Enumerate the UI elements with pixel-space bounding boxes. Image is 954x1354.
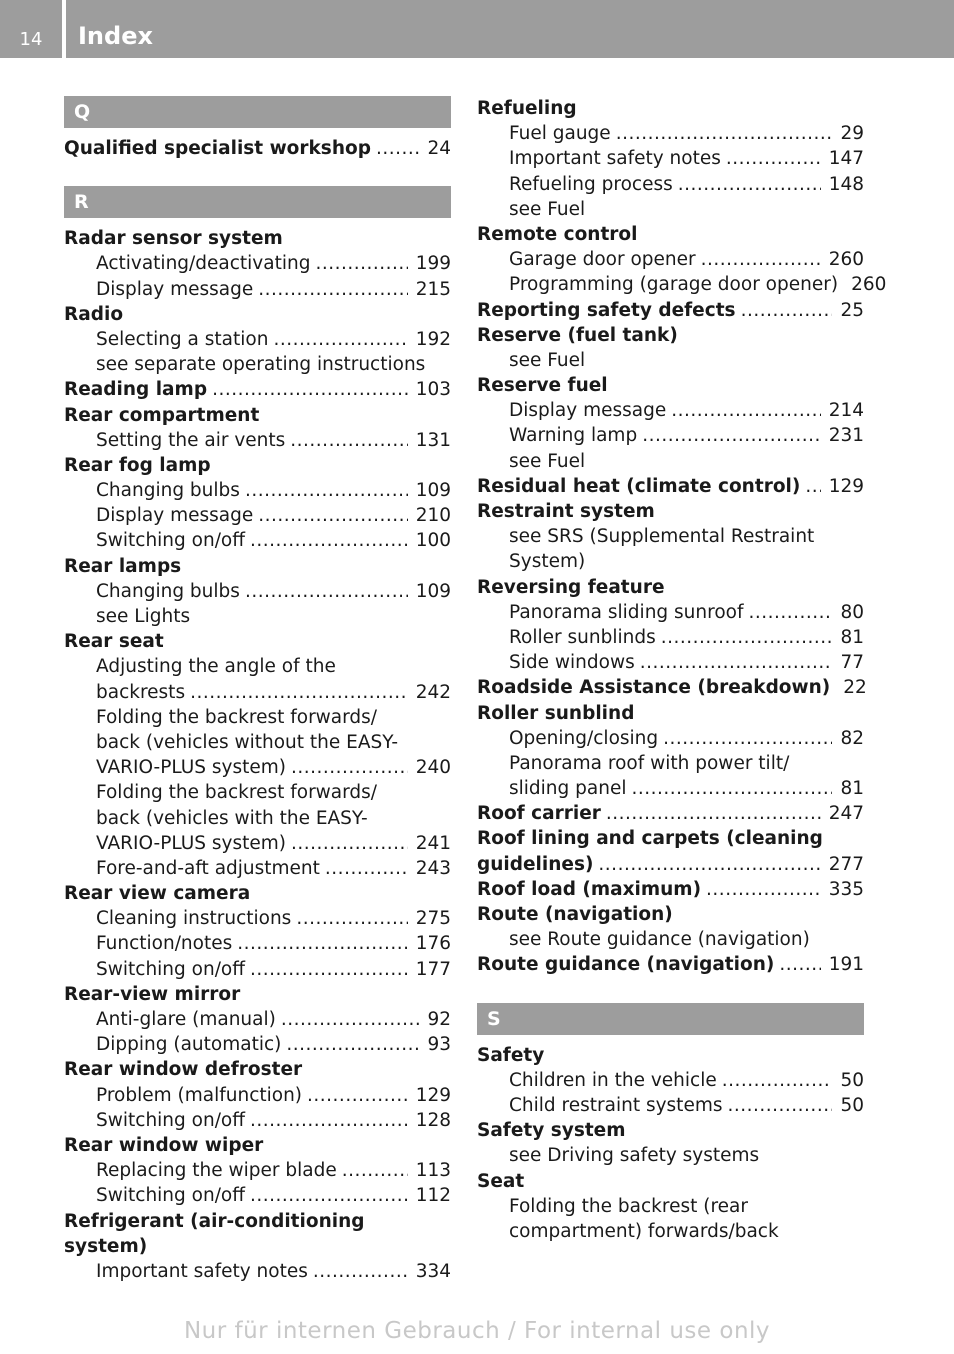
index-subentry [64,831,451,856]
entry-text: Refueling [477,98,577,119]
index-subentry [477,1068,864,1093]
entry-text: System) [509,551,586,573]
index-subentry [64,503,451,528]
entry-text: Adjusting the angle of the [96,656,336,678]
entry-text: Rear window wiper [64,1134,264,1156]
dot-leader [250,528,408,553]
entry-text: see separate operating instructions [96,354,426,376]
index-subentry [477,650,864,675]
entry-text: see Driving safety systems [509,1145,760,1167]
dot-leader [291,755,408,780]
page-ref: 199 [415,253,451,275]
page-ref: 24 [427,138,451,159]
section-header: R [64,186,451,218]
page-ref: 50 [840,1094,864,1116]
entry-text: Folding the backrest forwards/ [96,782,378,804]
index-entry [477,1169,864,1194]
index-subentry [64,1032,451,1057]
dot-leader [250,1108,408,1133]
entry-text: Panorama sliding sunroof [509,601,744,623]
index-subentry [64,730,451,755]
dot-leader [245,579,408,604]
dot-leader [307,1083,408,1108]
index-entry [64,554,451,579]
dot-leader [237,931,407,956]
dot-leader [606,801,821,826]
entry-text: Fore-and-aft adjustment [96,857,320,879]
index-subentry [477,776,864,801]
entry-text: Rear-view mirror [64,983,241,1005]
index-subentry [477,726,864,751]
index-entry [477,902,864,927]
page-ref: 131 [415,429,451,451]
index-subentry [64,654,451,679]
index-entry [64,302,451,327]
page-ref: 215 [415,278,451,300]
page-ref: 177 [415,958,451,980]
entry-text: Garage door opener [509,249,696,271]
entry-text: Reading lamp [64,379,208,401]
index-entry [64,226,451,251]
dot-leader [258,277,407,302]
index-column-right [477,96,887,1244]
dot-leader [722,1068,833,1093]
index-subentry [477,348,864,373]
dot-leader [281,1007,420,1032]
entry-text: Switching on/off [96,958,245,980]
dot-leader [291,831,408,856]
page-ref: 93 [427,1034,451,1056]
entry-text: Cleaning instructions [96,908,292,930]
index-subentry [477,927,864,952]
index-subentry [64,327,451,352]
entry-text: Display message [96,505,254,527]
entry-text: Roof load (maximum) [477,878,702,900]
entry-text: Changing bulbs [96,580,240,602]
entry-text: Route guidance (navigation) [477,954,775,976]
page-ref: 103 [415,379,451,401]
dot-leader [245,478,408,503]
entry-text: Rear compartment [64,404,260,426]
entry-text: Roof carrier [477,803,601,825]
page-ref: 275 [415,908,451,930]
header-divider [62,0,66,58]
entry-text: Rear seat [64,631,164,653]
index-entry [64,982,451,1007]
entry-text: Restraint system [477,501,655,522]
dot-leader [741,298,833,323]
index-subentry [64,528,451,553]
entry-text: see Fuel [509,349,586,371]
index-subentry [64,931,451,956]
entry-text: Switching on/off [96,1185,245,1207]
entry-text: see Fuel [509,450,586,472]
index-entry [477,499,864,524]
entry-text: Rear fog lamp [64,454,211,476]
dot-leader [640,650,833,675]
index-column-left [64,96,451,1284]
entry-text: Display message [96,278,254,300]
dot-leader [726,146,821,171]
index-entry [64,629,451,654]
entry-text: Reserve (fuel tank) [477,324,678,346]
entry-text: Reporting safety defects [477,299,736,321]
entry-text: Rear window defroster [64,1059,303,1081]
index-subentry [477,600,864,625]
page-ref: 242 [415,681,451,703]
index-entry [64,1209,451,1234]
entry-text: Anti-glare (manual) [96,1009,276,1030]
entry-text: Programming (garage door opener) [509,274,839,296]
dot-leader [671,398,820,423]
entry-text: Residual heat (climate control) [477,475,801,497]
index-subentry [477,197,864,222]
index-entry [64,403,451,428]
dot-leader [779,952,820,977]
index-subentry [64,806,451,831]
index-subentry [477,398,864,423]
page-header [0,0,954,58]
dot-leader [376,136,420,161]
page-ref: 81 [840,626,864,648]
index-subentry [64,780,451,805]
entry-text: Reversing feature [477,576,665,598]
index-entry [477,474,864,499]
entry-text: Selecting a station [96,328,269,350]
dot-leader [290,428,407,453]
entry-text: Safety system [477,1120,626,1142]
index-subentry [64,1083,451,1108]
entry-text: compartment) forwards/back [509,1220,779,1242]
index-entry [477,373,864,398]
index-entry [64,1234,451,1259]
page-ref: 109 [415,580,451,602]
section-header: S [477,1003,864,1035]
entry-text: Roadside Assistance (breakdown) [477,677,831,699]
index-subentry [477,121,864,146]
entry-text: Dipping (automatic) [96,1034,282,1056]
entry-text: Route (navigation) [477,904,673,925]
index-subentry [64,604,451,629]
entry-text: Problem (malfunction) [96,1084,303,1106]
page-ref: 22 [843,677,867,699]
entry-text: backrests [96,681,186,703]
entry-text: Rear view camera [64,883,251,905]
page-ref: 81 [840,778,864,800]
page-ref: 82 [840,727,864,749]
entry-text: Refueling process [509,173,673,195]
index-subentry [64,957,451,982]
index-entry [477,877,864,902]
page-ref: 77 [840,652,864,674]
dot-leader [661,625,833,650]
dot-leader [273,327,407,352]
entry-text: Remote control [477,223,638,245]
index-entry [64,453,451,478]
index-subentry [64,1183,451,1208]
entry-text: see SRS (Supplemental Restraint [509,526,815,548]
index-subentry [477,146,864,171]
index-entry [477,852,864,877]
entry-text: Folding the backrest forwards/ [96,706,378,728]
dot-leader [250,957,408,982]
index-subentry [477,449,864,474]
entry-text: Child restraint systems [509,1094,723,1116]
entry-text: see Fuel [509,198,586,220]
dot-leader [642,423,821,448]
page-ref: 176 [415,933,451,955]
page-ref: 29 [840,123,864,145]
index-subentry [477,247,864,272]
page-ref: 128 [415,1109,451,1131]
index-subentry [64,755,451,780]
index-subentry [477,272,887,297]
entry-text: see Lights [96,606,191,627]
entry-text: VARIO-PLUS system) [96,757,286,779]
dot-leader [701,247,821,272]
dot-leader [313,1259,408,1284]
page-ref: 129 [415,1084,451,1106]
index-subentry [64,352,451,377]
page-ref: 240 [415,757,451,779]
entry-text: Safety [477,1044,545,1066]
index-subentry [477,549,864,574]
page-ref: 335 [828,878,864,900]
entry-text: Folding the backrest (rear [509,1195,748,1217]
page-ref: 25 [840,299,864,321]
index-entry [477,801,864,826]
page-ref: 247 [828,803,864,825]
entry-text: Reserve fuel [477,375,608,397]
page-ref: 147 [828,148,864,170]
dot-leader [258,503,407,528]
index-subentry [477,423,864,448]
page-ref: 231 [828,425,864,447]
index-entry [477,826,864,851]
entry-text: Display message [509,400,667,422]
index-subentry [477,751,864,776]
dot-leader [286,1032,419,1057]
entry-text: Activating/deactivating [96,253,311,275]
dot-leader [727,1093,832,1118]
index-subentry [64,856,451,881]
page-ref: 92 [427,1009,451,1030]
index-entry [477,1118,864,1143]
page-ref: 277 [828,853,864,875]
index-subentry [477,1219,864,1244]
entry-text: Qualified specialist workshop [64,138,371,159]
page-ref: 80 [840,601,864,623]
index-subentry [64,478,451,503]
dot-leader [212,377,408,402]
page-ref: 241 [415,832,451,854]
index-entry [477,1043,864,1068]
entry-text: VARIO-PLUS system) [96,832,286,854]
index-entry [64,136,451,161]
index-entry [64,1057,451,1082]
index-subentry [477,524,864,549]
index-subentry [477,625,864,650]
index-subentry [64,1108,451,1133]
entry-text: system) [64,1235,148,1257]
entry-text: Radio [64,303,124,325]
dot-leader [805,474,820,499]
dot-leader [598,852,820,877]
section-header: Q [64,96,451,128]
entry-text: Rear lamps [64,555,182,577]
page-ref: 214 [828,400,864,422]
entry-text: see Route guidance (navigation) [509,929,810,951]
index-subentry [477,1143,864,1168]
entry-text: Side windows [509,652,635,674]
entry-text: Children in the vehicle [509,1069,717,1091]
entry-text: Switching on/off [96,1109,245,1131]
index-entry [477,222,864,247]
entry-text: Roof lining and carpets (cleaning [477,828,823,850]
page-ref: 243 [415,857,451,879]
entry-text: Radar sensor system [64,228,283,250]
entry-text: Setting the air vents [96,429,286,451]
page-ref: 112 [415,1185,451,1207]
page-ref: 191 [828,954,864,976]
entry-text: back (vehicles with the EASY- [96,807,368,829]
index-entry [477,96,864,121]
entry-text: Important safety notes [509,148,721,170]
index-subentry [64,251,451,276]
page-ref: 192 [415,328,451,350]
index-subentry [64,1007,451,1032]
page-ref: 129 [828,475,864,497]
entry-text: Important safety notes [96,1260,308,1282]
dot-leader [190,680,408,705]
dot-leader [706,877,821,902]
entry-text: Function/notes [96,933,233,955]
dot-leader [631,776,832,801]
entry-text: sliding panel [509,778,627,800]
index-subentry [64,705,451,730]
entry-text: Replacing the wiper blade [96,1160,337,1182]
page-ref: 260 [851,274,887,296]
index-subentry [64,906,451,931]
index-subentry [477,1093,864,1118]
index-subentry [477,1194,864,1219]
index-subentry [64,680,451,705]
entry-text: Panorama roof with power tilt/ [509,752,790,774]
entry-text: back (vehicles without the EASY- [96,731,399,753]
index-entry [64,1133,451,1158]
entry-text: Fuel gauge [509,123,611,145]
index-subentry [64,1158,451,1183]
index-subentry [477,172,864,197]
index-subentry [64,277,451,302]
entry-text: Changing bulbs [96,480,240,502]
dot-leader [663,726,832,751]
index-entry [64,377,451,402]
entry-text: Roller sunblind [477,702,635,724]
page-ref: 210 [415,505,451,527]
index-entry [477,952,864,977]
dot-leader [315,251,407,276]
dot-leader [616,121,833,146]
entry-text: Switching on/off [96,530,245,552]
index-subentry [64,579,451,604]
page-ref: 148 [828,173,864,195]
dot-leader [748,600,832,625]
dot-leader [296,906,407,931]
watermark: Nur für internen Gebrauch / For internal use only [183,1318,771,1344]
page-ref: 260 [828,249,864,271]
index-entry [477,298,864,323]
entry-text: Opening/closing [509,727,659,749]
index-subentry [64,1259,451,1284]
entry-text: Seat [477,1170,525,1192]
index-entry [64,881,451,906]
index-entry [477,575,864,600]
page-title: Index [78,22,153,50]
page-ref: 113 [415,1160,451,1182]
dot-leader [678,172,821,197]
entry-text: Refrigerant (air-conditioning [64,1210,365,1232]
index-entry [477,675,867,700]
page-ref: 50 [840,1069,864,1091]
page-ref: 109 [415,480,451,502]
index-entry [477,323,864,348]
entry-text: Roller sunblinds [509,626,656,648]
dot-leader [325,856,408,881]
page-ref: 334 [415,1260,451,1282]
page-ref: 100 [415,530,451,552]
dot-leader [250,1183,408,1208]
index-entry [477,701,864,726]
entry-text: guidelines) [477,853,594,875]
index-subentry [64,428,451,453]
page-number: 14 [19,29,43,50]
dot-leader [342,1158,408,1183]
entry-text: Warning lamp [509,425,638,447]
